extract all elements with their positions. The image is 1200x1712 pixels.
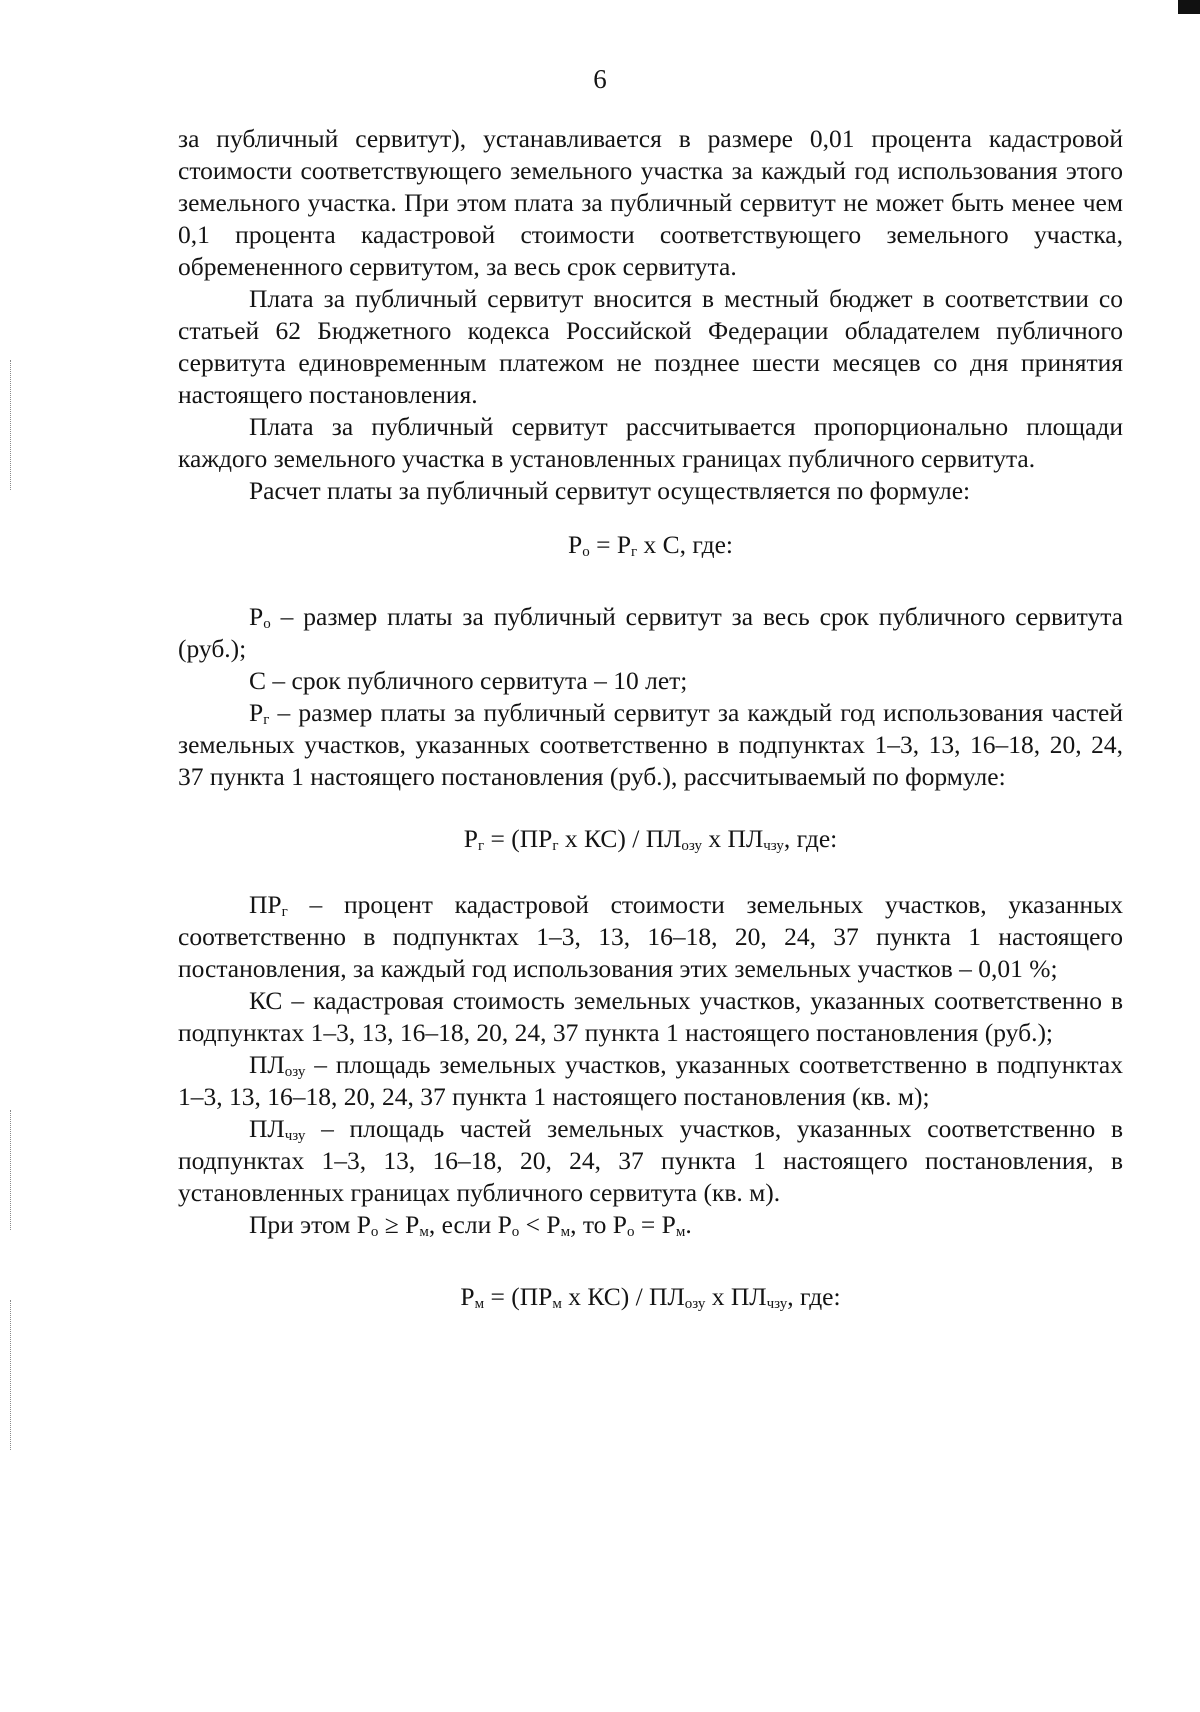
paragraph-payment-rate: за публичный сервитут), устанавливается в размере 0,01 процента кадастровой стоимости соответствующего земельного участка за каждый год использования этого земельного участка. При этом плата за публичный сервитут не может быть менее чем 0,1 процента кадастровой стоимости соответствующего земельного участка, обремененного сервитутом, за весь срок сервитута. [178,124,1123,281]
document-body [178,123,1123,1313]
definition-prg: $ПР_г$ – процент кадастровой стоимости земельных участков, указанных соответственно в подпунктах 1–3, 13, 16–18, 20, 24, 37 пункта 1 настоящего постановления, за каждый год использования этих земельных участков – 0,01 %; [178,890,1123,983]
page-number: 6 [593,64,607,94]
scan-edge-dots-upper [10,360,11,490]
formula-annual-payment: $Р_г = (ПР_г$ х $КС) / ПЛ_{озу}$ х $ПЛ_{чзу}$, где: [463,824,838,854]
scan-edge-dots-lower [10,1300,11,1450]
paragraph-formula-intro: Расчет платы за публичный сервитут осуществляется по формуле: [249,476,971,505]
paragraph-payment-budget: Плата за публичный сервитут вносится в местный бюджет в соответствии со статьей 62 Бюджетного кодекса Российской Федерации обладателем публичного сервитута единовременным платежом не позднее шести месяцев со дня принятия настоящего постановления. [178,284,1123,409]
definition-po: $Р_о$ – размер платы за публичный сервитут за весь срок публичного сервитута (руб.); [178,602,1123,663]
scan-edge-dots-middle [10,1110,11,1230]
formula-total-payment: $Р_о = Р_г$ х С, где: [568,530,733,560]
condition-minimum-payment: При этом $Р_о \ge Р_м$, если $Р_о < Р_м$, то $Р_о = Р_м$. [249,1210,692,1240]
formula-minimum-payment: $Р_м = (ПР_м$ х $КС) / ПЛ_{озу}$ х $ПЛ_{чзу}$, где: [460,1282,841,1312]
definition-c: С – срок публичного сервитута – 10 лет; [249,666,688,695]
definition-plozu: $ПЛ_{озу}$ – площадь земельных участков, указанных соответственно в подпунктах 1–3, 13, 16–18, 20, 24, 37 пункта 1 настоящего постановления (кв. м); [178,1050,1123,1111]
scan-corner-mark [1178,0,1200,14]
definition-pg: $Р_г$ – размер платы за публичный сервитут за каждый год использования частей земельных участков, указанных соответственно в подпунктах 1–3, 13, 16–18, 20, 24, 37 пункта 1 настоящего постановления (руб.), рассчитываемый по формуле: [178,698,1123,791]
definition-plchzu: $ПЛ_{чзу}$ – площадь частей земельных участков, указанных соответственно в подпунктах 1–3, 13, 16–18, 20, 24, 37 пункта 1 настоящего постановления, в установленных границах публичного сервитута (кв. м). [178,1114,1123,1207]
definition-ks: КС – кадастровая стоимость земельных участков, указанных соответственно в подпунктах 1–3, 13, 16–18, 20, 24, 37 пункта 1 настоящего постановления (руб.); [178,986,1123,1047]
paragraph-payment-proportional: Плата за публичный сервитут рассчитывается пропорционально площади каждого земельного участка в установленных границах публичного сервитута. [178,412,1123,473]
